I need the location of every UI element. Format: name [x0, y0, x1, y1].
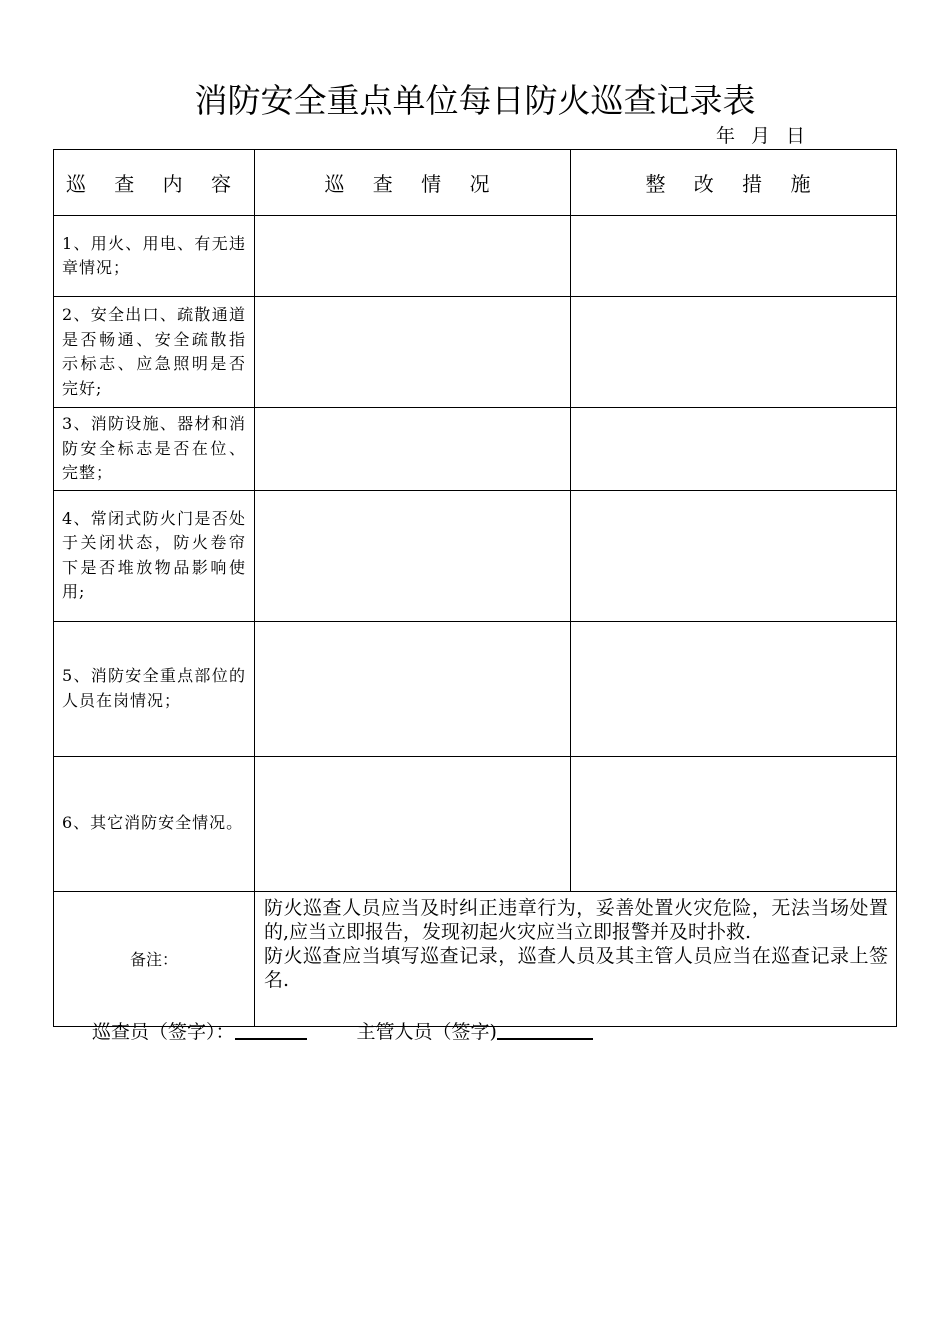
row-item: 2、安全出口、疏散通道是否畅通、安全疏散指示标志、应急照明是否完好;: [54, 297, 255, 408]
table-row: [54, 756, 897, 891]
measures-cell[interactable]: [571, 216, 897, 297]
note-label: 备注：: [54, 891, 255, 1026]
measures-cell[interactable]: [571, 490, 897, 621]
row-item: 3、消防设施、器材和消防安全标志是否在位、完整；: [54, 408, 255, 491]
table-row: [54, 408, 897, 491]
row-item: 6、其它消防安全情况。: [54, 756, 255, 891]
note-text: [255, 891, 897, 1026]
note-line: 防火巡查人员应当及时纠正违章行为，妥善处置火灾危险，无法当场处置的,应当立即报告，发现初起火灾应当立即报警并及时扑救.: [264, 896, 888, 943]
date-day: 日: [786, 125, 808, 147]
note-row: [54, 891, 897, 1026]
inspection-table: [53, 149, 897, 1027]
measures-cell[interactable]: [571, 756, 897, 891]
note-line: 防火巡查应当填写巡查记录，巡查人员及其主管人员应当在巡查记录上签名.: [264, 944, 888, 991]
signature-line: [92, 1020, 593, 1044]
header-inspection-content: 巡 查 内 容: [54, 150, 255, 216]
status-cell[interactable]: [255, 216, 571, 297]
inspector-signature-field[interactable]: [235, 1020, 307, 1040]
date-year: 年: [716, 125, 738, 147]
header-rectification: 整 改 措 施: [571, 150, 897, 216]
measures-cell[interactable]: [571, 297, 897, 408]
row-item: 1、用火、用电、有无违章情况；: [54, 216, 255, 297]
table-header-row: [54, 150, 897, 216]
header-inspection-status: 巡 查 情 况: [255, 150, 571, 216]
status-cell[interactable]: [255, 756, 571, 891]
status-cell[interactable]: [255, 490, 571, 621]
table-row: [54, 297, 897, 408]
page-title: 消防安全重点单位每日防火巡查记录表: [194, 81, 756, 120]
status-cell[interactable]: [255, 621, 571, 756]
status-cell[interactable]: [255, 297, 571, 408]
table-row: [54, 490, 897, 621]
row-item: 5、消防安全重点部位的人员在岗情况；: [54, 621, 255, 756]
date-line: [716, 124, 807, 148]
measures-cell[interactable]: [571, 621, 897, 756]
inspector-signature-label: 巡查员（签字）：: [92, 1021, 235, 1043]
status-cell[interactable]: [255, 408, 571, 491]
supervisor-signature-label: 主管人员（签字): [356, 1021, 497, 1043]
row-item: 4、常闭式防火门是否处于关闭状态，防火卷帘下是否堆放物品影响使用;: [54, 490, 255, 621]
date-month: 月: [751, 125, 773, 147]
table-row: [54, 621, 897, 756]
table-row: [54, 216, 897, 297]
measures-cell[interactable]: [571, 408, 897, 491]
supervisor-signature-field[interactable]: [497, 1020, 593, 1040]
